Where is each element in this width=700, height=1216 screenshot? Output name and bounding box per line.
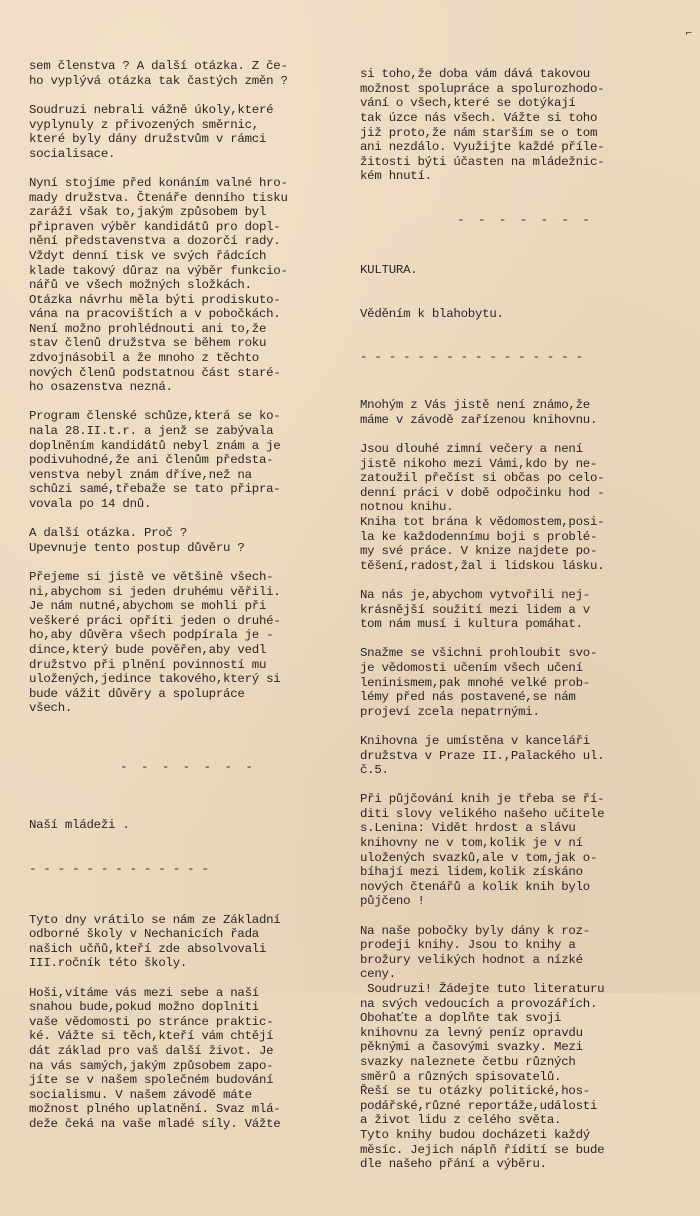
text-line: s.Lenina: Vidět hrdost a slávu [360,821,576,836]
text-line: a život lidu z celého světa. [360,1113,562,1128]
text-line: nářů ve všech možných složkách. [29,278,252,293]
paragraph [360,442,690,573]
text-line: klade takový důraz na výběr funkcio- [29,263,288,278]
paragraph [29,59,347,88]
text-line: snahou bude,pokud možno doplniti [29,1000,259,1015]
text-line: ni,abychom si jeden druhému věřili. [29,584,281,599]
text-line: si toho,že doba vám dává takovou [360,67,590,82]
right-section-divider: - - - - - - - [457,213,593,228]
text-line: Jsou dlouhé zimní večery a není [360,442,583,457]
text-line: možnost spolupráce a spolurozhodo- [360,81,605,96]
text-line: krásnější soužití mezi lidem a v [360,602,590,617]
culture-section-paragraphs [360,398,690,1171]
text-line: nových čtenářů a kolik knih bylo [360,879,590,894]
text-line: Tyto knihy budou docházeti každý [360,1127,590,1142]
text-line: denní práci v době odpočinku hod - [360,485,605,500]
text-line: družstvo při plnění povinností mu [29,657,267,672]
text-line: žitosti býti účasten na mládežnic- [360,154,605,169]
paragraph [360,398,690,427]
paragraph [360,734,690,778]
text-line: veškeré práci opříti jeden o druhé- [29,613,281,628]
text-line: Obohaťte a doplňte tak svoji [360,1011,562,1026]
paragraph [360,646,690,719]
text-line: zaráží však to,jakým způsobem byl [29,205,267,220]
text-line: našich učňů,kteří zde absolvovali [29,941,267,956]
text-line: Soudruzi! Žádejte tuto literaturu [360,982,605,996]
text-line: Kniha tot brána k vědomostem,posi- [360,515,605,529]
text-line: diti slovy velikého našeho učitele [360,806,605,821]
text-line: la ke každodennímu boji s problé- [360,529,598,544]
text-line: pěknými a časovými svazky. Mezi [360,1040,583,1055]
text-line: Vždyt denní tisk ve svých řádcích [29,248,267,263]
text-line: bíhají mezi lidem,kolik získáno [360,865,583,880]
culture-section-title: Věděním k blahobytu. [360,306,504,321]
text-line: Hoši,vítáme vás mezi sebe a naší [29,985,259,1000]
text-line: vaše vědomosti po stránce praktic- [29,1014,274,1029]
culture-section-underline: - - - - - - - - - - - - - - - - [360,350,583,365]
text-line: schůzi samé,třebaže se tato připra- [29,482,281,497]
text-line: brožury velikých hodnot a nízké [360,952,583,967]
text-line: na svých vedoucích a provozářích. [360,996,598,1011]
text-line: kém hnutí. [360,169,432,184]
left-column [29,30,347,1175]
text-line: Upevnuje tento postup důvěru ? [29,540,245,555]
text-line: socialismu. V našem závodě máte [29,1087,252,1102]
youth-section-paragraphs [29,913,347,1132]
paragraph [360,588,690,632]
text-line: deže čeká na vaše mladé síly. Vážte [29,1116,281,1131]
text-line: ani nezdálo. Využijte každé příle- [360,140,605,155]
text-line: A další otázka. Proč ? [29,526,188,541]
text-line: knihovny ne v tom,kolik je v ní [360,836,583,851]
text-line: Je nám nutné,abychom se mohli při [29,599,267,614]
youth-section-underline: - - - - - - - - - - - - - [29,861,209,876]
text-line: dince,který bude pověřen,aby vedl [29,642,267,657]
text-line: Snažme se všichni prohloubit svo- [360,646,598,661]
text-line: Knihovna je umístěna v kanceláři [360,733,590,748]
paragraph [29,176,347,395]
text-line: ké. Vážte si těch,kteří vám chtějí [29,1029,274,1044]
text-line: Při půjčování knih je třeba se ří- [360,792,605,807]
text-line: bude vážit důvěry a spolupráce [29,686,245,701]
text-line: ceny. [360,967,396,982]
text-line: č.5. [360,763,389,778]
left-paragraphs [29,59,347,716]
text-line: které byly dány družstvům v rámci [29,132,267,147]
paragraph [360,924,690,1172]
text-line: Na nás je,abychom vytvořili nej- [360,587,590,602]
text-line: Soudruzi nebrali vážně úkoly,které [29,102,274,117]
text-line: půjčeno ! [360,894,425,909]
text-line: Otázka návrhu měla býti prodiskuto- [29,292,281,307]
text-line: knihovnu za levný peníz opravdu [360,1025,583,1040]
text-line: tak úzce nás všech. Vážte si toho [360,110,598,125]
text-line: zatoužil přečíst si občas po celo- [360,471,605,486]
text-line: možnost plného uplatnění. Svaz mlá- [29,1102,281,1117]
text-line: uložených svazků,ale v tom,jak o- [360,850,598,865]
text-line: ho vyplývá otázka tak častých změn ? [29,73,288,88]
text-line: uložených,jedince takového,který si [29,672,281,687]
text-line: lémy před nás postavené,se nám [360,690,576,705]
text-line: prodeji knihy. Jsou to knihy a [360,938,576,953]
text-line: odborné školy v Nechanicích řada [29,927,259,942]
margin-mark: ⌐ [685,28,692,40]
paragraph [360,792,690,909]
text-line: projeví zcela nepatrnými. [360,704,540,719]
text-line: sem členstva ? A další otázka. Z če- [29,59,288,74]
text-line: všech. [29,701,73,716]
paragraph [29,570,347,716]
text-line: nění představenstva a dozorčí rady. [29,234,281,249]
paragraph [29,103,347,161]
text-line: směrů a různých spisovatelů. [360,1069,562,1084]
text-line: svazky naleznete četbu různých [360,1054,576,1069]
text-line: Tyto dny vrátilo se nám ze Základní [29,912,281,927]
text-line: jíte se v našem společném budování [29,1073,274,1088]
text-line: máme v závodě zařízenou knihovnu. [360,412,598,427]
text-line: mady družstva. Čtenáře denního tisku [29,190,288,205]
text-line: zdvojnásobil a že mnoho z těchto [29,351,259,366]
text-line: je vědomosti učením všech učení [360,660,583,675]
text-line: Není možno prohlédnouti ani to,že [29,321,267,336]
text-line: ho,aby důvěra všech podpírala je - [29,628,274,643]
text-line: venstva nebyl znám dříve,než na [29,467,252,482]
text-line: my své práce. V knize najdete po- [360,544,598,559]
text-line: jistě nikoho mezi Vámi,kdo by ne- [360,456,598,471]
text-line: Řeší se tu otázky politické,hos- [360,1084,590,1099]
text-line: připraven výběr kandidátů pro dopl- [29,219,281,234]
text-line: stav členů družstva se během roku [29,336,267,351]
text-line: tom nám musí i kultura pomáhat. [360,617,583,632]
text-line: Na naše pobočky byly dány k roz- [360,923,590,938]
text-line: vovala po 14 dnů. [29,497,152,511]
text-line: již proto,že nám starším se o tom [360,125,598,140]
text-line: těšení,radost,žal i lidskou lásku. [360,558,605,573]
text-line: III.ročník této školy. [29,956,188,971]
text-line: podářské,různé reportáže,události [360,1098,598,1113]
text-line: vání o všech,které se dotýkají [360,96,576,111]
culture-section-label: KULTURA. [360,262,418,277]
right-column [360,38,690,1216]
text-line: doplněním kandidátů nebyl znám a je [29,438,281,453]
text-line: družstva v Praze II.,Palackého ul. [360,748,605,763]
text-line: Mnohým z Vás jistě není známo,že [360,398,590,413]
text-line: na vás samých,jakým způsobem zapo- [29,1058,274,1073]
text-line: ho osazenstva nezná. [29,380,173,395]
text-line: podivuhodné,že ani členům předsta- [29,453,274,468]
paragraph [29,409,347,511]
text-line: vyplynuly z přivozených směrnic, [29,117,259,132]
text-line: dát základ pro vaš další život. Je [29,1043,274,1058]
text-line: Program členské schůze,která se ko- [29,409,281,424]
paragraph [29,526,347,555]
text-line: notnou knihu. [360,500,454,515]
text-line: dle našeho přání a výběru. [360,1157,547,1172]
text-line: socialisace. [29,146,116,161]
right-continuation-paragraph [360,67,690,184]
text-line: vána na pracovištích a v pobočkách. [29,307,281,322]
text-line: leninismem,pak mnohé velké prob- [360,675,590,690]
paragraph [29,913,347,971]
text-line: Přejeme si jistě ve většině všech- [29,569,274,584]
left-section-divider: - - - - - - - [120,759,256,774]
text-line: Nyní stojíme před konáním valné hro- [29,175,288,190]
youth-section-title: Naší mládeži . [29,818,130,833]
text-line: nala 28.II.t.r. a jenž se zabývala [29,424,274,439]
text-line: měsíc. Jejich náplň řídití se bude [360,1142,605,1157]
text-line: nových členů podstatnou část staré- [29,365,281,380]
paragraph [29,986,347,1132]
